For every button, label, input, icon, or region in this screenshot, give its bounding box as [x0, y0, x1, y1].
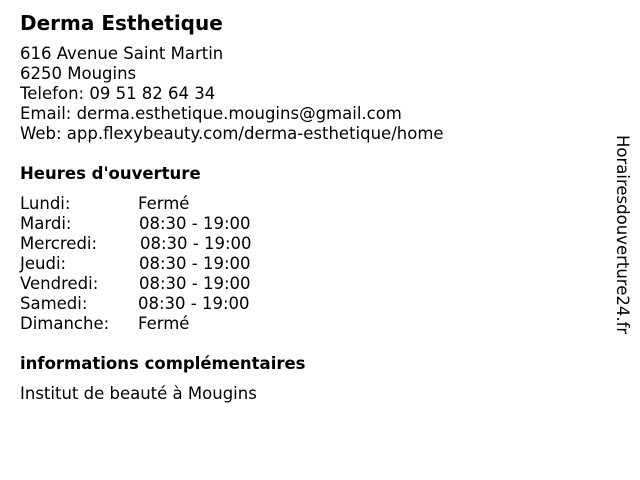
day-hours: 08:30 - 19:00 — [139, 254, 251, 273]
day-label: Vendredi: — [20, 274, 99, 293]
day-label: Samedi: — [20, 294, 88, 313]
day-hours: Fermé — [138, 314, 190, 333]
additional-info-heading: informations complémentaires — [20, 354, 306, 373]
site-watermark-text: Horairesdouverture24.fr — [613, 135, 632, 335]
web-line: Web: app.flexybeauty.com/derma-esthetique/home — [20, 124, 444, 143]
email-line: Email: derma.esthetique.mougins@gmail.com — [20, 104, 402, 123]
day-label: Mercredi: — [20, 234, 98, 253]
day-hours: 08:30 - 19:00 — [138, 294, 250, 313]
day-hours: 08:30 - 19:00 — [139, 214, 251, 233]
day-label: Lundi: — [20, 194, 71, 213]
business-name: Derma Esthetique — [20, 11, 223, 35]
day-hours: 08:30 - 19:00 — [139, 274, 251, 293]
day-label: Dimanche: — [20, 314, 110, 333]
address-line-2: 6250 Mougins — [20, 64, 137, 83]
day-hours: 08:30 - 19:00 — [140, 234, 252, 253]
day-label: Mardi: — [20, 214, 72, 233]
phone-line: Telefon: 09 51 82 64 34 — [20, 84, 216, 103]
opening-hours-heading: Heures d'ouverture — [20, 164, 201, 183]
day-label: Jeudi: — [20, 254, 67, 273]
additional-info-text: Institut de beauté à Mougins — [20, 384, 257, 403]
address-line-1: 616 Avenue Saint Martin — [20, 44, 224, 63]
day-hours: Fermé — [138, 194, 190, 213]
site-watermark — [612, 135, 632, 370]
